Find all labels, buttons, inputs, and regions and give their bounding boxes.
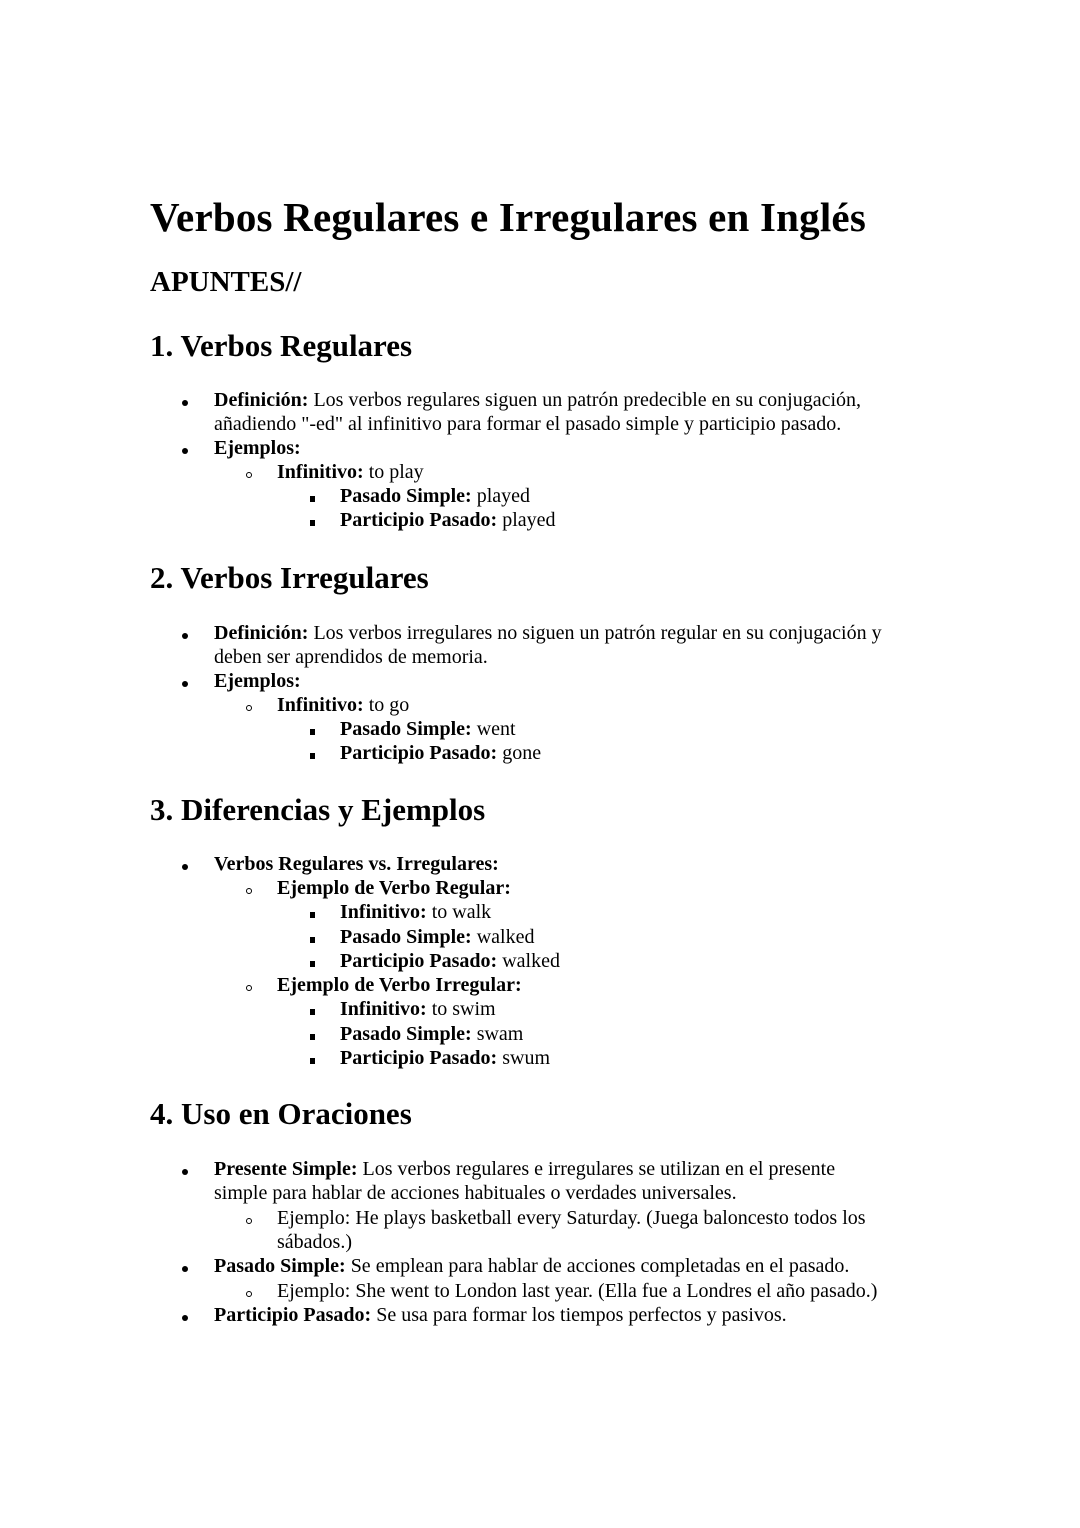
bullet-square-icon [310,912,315,918]
bullet-square-icon [310,753,315,759]
bullet-disc-icon [182,400,188,406]
bullet-square-icon [310,937,315,943]
s2-past-participle: Participio Pasado: gone [340,742,542,764]
s3-irregular-past-simple: Pasado Simple: swam [340,1023,524,1045]
bullet-circle-icon [246,1291,252,1297]
s4-present-example-line-1: Ejemplo: He plays basketball every Saturday. (Juega baloncesto todos los [277,1207,866,1229]
s2-past-simple: Pasado Simple: went [340,718,516,740]
bullet-disc-icon [182,864,188,870]
bullet-square-icon [310,496,315,502]
s1-examples-label: Ejemplos: [214,437,301,459]
bullet-disc-icon [182,1169,188,1175]
s1-definition-line-2: añadiendo "-ed" al infinitivo para formar el pasado simple y participio pasado. [214,413,842,435]
bullet-disc-icon [182,681,188,687]
bullet-square-icon [310,961,315,967]
s2-definition-line-1: Definición: Los verbos irregulares no siguen un patrón regular en su conjugación y [214,622,882,644]
s2-examples-label: Ejemplos: [214,670,301,692]
s4-past-participle: Participio Pasado: Se usa para formar los tiempos perfectos y pasivos. [214,1304,787,1326]
s1-infinitive: Infinitivo: to play [277,461,424,483]
bullet-circle-icon [246,472,252,478]
section-heading-1: 1. Verbos Regulares [150,328,413,363]
subtitle: APUNTES// [150,266,302,298]
s3-irregular-infinitive: Infinitivo: to swim [340,998,496,1020]
s4-present-example-line-2: sábados.) [277,1231,352,1253]
bullet-circle-icon [246,888,252,894]
s4-past-example: Ejemplo: She went to London last year. (Ella fue a Londres el año pasado.) [277,1280,878,1302]
bullet-disc-icon [182,633,188,639]
s3-regular-past-simple: Pasado Simple: walked [340,926,535,948]
bullet-disc-icon [182,448,188,454]
s3-vs-label: Verbos Regulares vs. Irregulares: [214,853,499,875]
s1-definition-line-1: Definición: Los verbos regulares siguen un patrón predecible en su conjugación, [214,389,862,411]
s3-irregular-past-participle: Participio Pasado: swum [340,1047,551,1069]
bullet-square-icon [310,1034,315,1040]
bullet-circle-icon [246,705,252,711]
section-heading-3: 3. Diferencias y Ejemplos [150,792,486,827]
bullet-disc-icon [182,1315,188,1321]
s1-past-simple: Pasado Simple: played [340,485,530,507]
s3-regular-past-participle: Participio Pasado: walked [340,950,560,972]
bullet-square-icon [310,1058,315,1064]
s4-past-simple: Pasado Simple: Se emplean para hablar de acciones completadas en el pasado. [214,1255,850,1277]
bullet-disc-icon [182,1266,188,1272]
bullet-square-icon [310,1009,315,1015]
s3-regular-example-label: Ejemplo de Verbo Regular: [277,877,511,899]
s2-definition-line-2: deben ser aprendidos de memoria. [214,646,488,668]
s4-present-line-2: simple para hablar de acciones habituales o verdades universales. [214,1182,737,1204]
s3-regular-infinitive: Infinitivo: to walk [340,901,492,923]
s4-present-line-1: Presente Simple: Los verbos regulares e irregulares se utilizan en el presente [214,1158,836,1180]
s2-infinitive: Infinitivo: to go [277,694,410,716]
s1-past-participle: Participio Pasado: played [340,509,556,531]
section-heading-4: 4. Uso en Oraciones [150,1096,412,1131]
bullet-circle-icon [246,985,252,991]
s3-irregular-example-label: Ejemplo de Verbo Irregular: [277,974,522,996]
bullet-circle-icon [246,1218,252,1224]
bullet-square-icon [310,729,315,735]
bullet-square-icon [310,520,315,526]
page-title: Verbos Regulares e Irregulares en Inglés [150,194,866,240]
section-heading-2: 2. Verbos Irregulares [150,560,429,595]
